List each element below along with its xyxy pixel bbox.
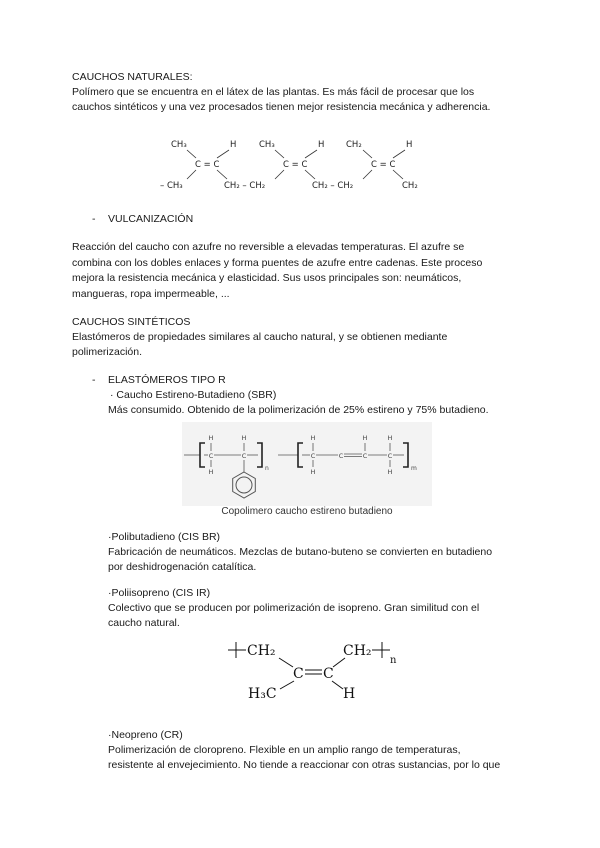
ir-entry (108, 586, 479, 631)
paragraph-line: mangueras, ropa impermeable, ... (72, 287, 230, 300)
section-heading: CAUCHOS SINTÉTICOS (72, 316, 191, 328)
atom-label: H (362, 434, 368, 442)
paragraph-line: resistente al envejecimiento. No tiende a reaccionar con otras sustancias, por lo que (108, 759, 501, 771)
repeat-subscript: n (390, 655, 397, 666)
paragraph-line: polimerización. (72, 346, 143, 358)
section-heading: CAUCHOS NATURALES: (72, 71, 193, 83)
chem-label: – CH₃ (160, 181, 183, 191)
paragraph-line: Polimerización de cloropreno. Flexible en un amplio rango de temperaturas, (108, 744, 461, 756)
chem-label: CH₂ – CH₂ (224, 181, 266, 191)
figure-caption: Copolimero caucho estireno butadieno (221, 506, 393, 517)
cr-entry (108, 728, 500, 773)
chem-label: H (406, 140, 413, 150)
atom-label: C (310, 452, 316, 460)
paragraph-line: Colectivo que se producen por polimerización de isopreno. Gran similitud con el (108, 602, 480, 614)
atom-label: H (387, 434, 393, 442)
bullet-dash: - (92, 374, 96, 386)
paragraph-line: mejora la resistencia mecánica y elasticidad. Sus usos principales son: neumáticos, (72, 272, 462, 285)
repeat-subscript: m (411, 465, 417, 472)
entry-title: ·Poliisopreno (CIS IR) (108, 587, 211, 599)
bullet-item-vulcanizacion (92, 212, 193, 227)
chem-label: H₃C (248, 686, 277, 702)
entry-title: · Caucho Estireno-Butadieno (SBR) (110, 389, 277, 401)
chem-label: C (293, 666, 304, 682)
bullet-title: ELASTÓMEROS TIPO R (108, 374, 226, 386)
double-bond-label: C = C (371, 160, 396, 170)
chem-label: H (343, 686, 356, 702)
natural-rubber-structure (150, 128, 440, 200)
polyisoprene-structure (222, 632, 407, 704)
atom-label: H (208, 434, 214, 442)
paragraph-line: cauchos sintéticos y una vez procesados tienen mejor resistencia mecánica y adherencia. (72, 101, 491, 113)
atom-label: C (241, 452, 247, 460)
atom-label: H (310, 434, 316, 442)
bullet-title: VULCANIZACIÓN (108, 213, 194, 225)
repeat-subscript: n (265, 465, 269, 472)
atom-label: H (310, 468, 316, 476)
vulcanizacion-paragraph (72, 240, 482, 302)
natural-rubber-section (72, 70, 490, 115)
paragraph-line: Fabricación de neumáticos. Mezclas de butano-buteno se convierten en butadieno (108, 546, 493, 558)
chem-label: CH₂ (346, 140, 362, 150)
paragraph-line: Polímero que se encuentra en el látex de las plantas. Es más fácil de procesar que los (72, 86, 475, 98)
paragraph-line: Más consumido. Obtenido de la polimerización de 25% estireno y 75% butadieno. (108, 404, 489, 416)
paragraph-line: caucho natural. (108, 617, 180, 629)
bullet-dash: - (92, 213, 96, 225)
chem-label: H (318, 140, 325, 150)
synthetic-rubber-section (72, 315, 447, 360)
figure-background (182, 422, 432, 506)
paragraph-line: combina con los dobles enlaces y forma puentes de azufre entre cadenas. Este proceso (72, 256, 483, 269)
chem-label: CH₂ – CH₂ (312, 181, 354, 191)
double-bond-label: C = C (283, 160, 308, 170)
paragraph-line: Elastómeros de propiedades similares al caucho natural, y se obtienen mediante (72, 331, 448, 343)
atom-label: C (208, 452, 214, 460)
chem-label: C (323, 666, 334, 682)
atom-label: C (387, 452, 393, 460)
chem-label: CH₂ (343, 643, 372, 659)
br-entry (108, 530, 492, 575)
entry-title: ·Polibutadieno (CIS BR) (108, 531, 221, 543)
paragraph-line: por deshidrogenación catalítica. (108, 561, 257, 573)
sbr-entry (108, 388, 489, 418)
bullet-item-elastomeros (92, 373, 226, 388)
atom-label: C (362, 452, 368, 460)
paragraph-line: Reacción del caucho con azufre no reversible a elevadas temperaturas. El azufre se (72, 241, 465, 253)
atom-label: C (338, 452, 344, 460)
double-bond-label: C = C (195, 160, 220, 170)
chem-label: CH₂ (247, 643, 276, 659)
chem-label: CH₂ (402, 181, 418, 191)
sbr-structure-figure (182, 422, 432, 506)
atom-label: H (241, 434, 247, 442)
atom-label: H (208, 468, 214, 476)
chem-label: H (230, 140, 237, 150)
chem-label: CH₃ (171, 140, 187, 150)
atom-label: H (387, 468, 393, 476)
chem-label: CH₃ (259, 140, 275, 150)
entry-title: ·Neopreno (CR) (108, 729, 183, 741)
